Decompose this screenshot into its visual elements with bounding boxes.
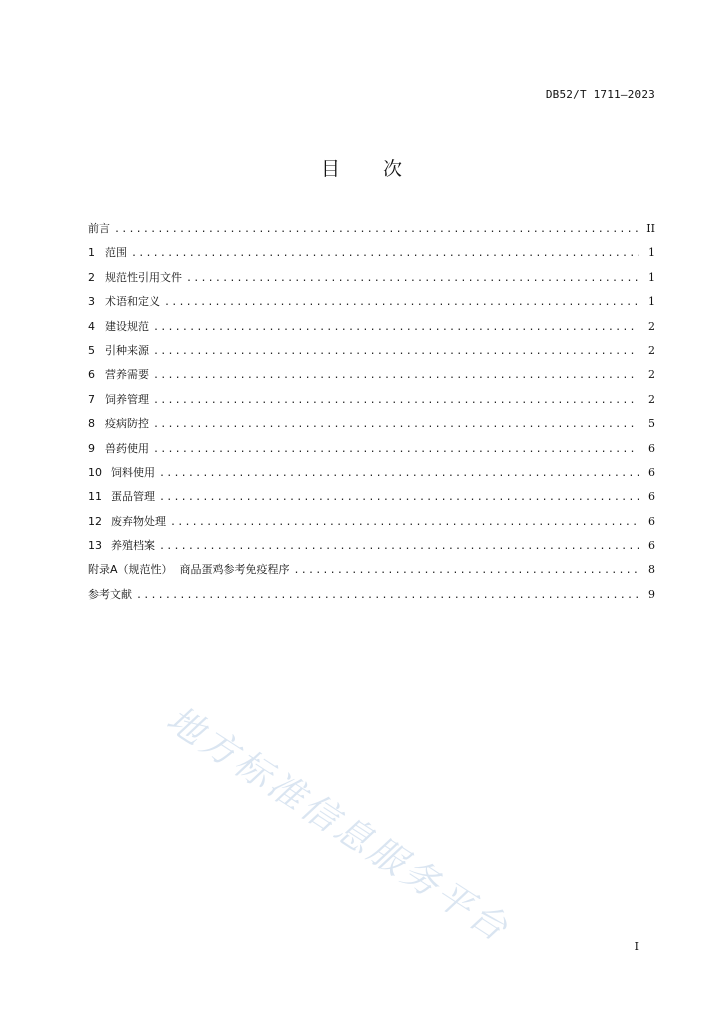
toc-entry-page: 6 (648, 490, 655, 504)
toc-entry-number: 8 (88, 417, 95, 431)
toc-entry-number: 5 (88, 343, 95, 357)
toc-entry[interactable] (88, 315, 655, 339)
toc-entry-label: 参考文献 (88, 587, 132, 601)
toc-leader-dots (131, 242, 639, 266)
toc-entry-label: 饲料使用 (111, 465, 155, 479)
toc-entry[interactable] (88, 412, 655, 436)
toc-leader-dots (153, 389, 639, 413)
toc-entry[interactable] (88, 485, 655, 509)
toc-leader-dots (170, 511, 639, 535)
toc-entry-page: 2 (648, 319, 655, 333)
toc-entry[interactable] (88, 558, 655, 582)
toc-entry-page: 5 (648, 417, 655, 431)
toc-leader-dots (114, 218, 639, 242)
toc-entry[interactable] (88, 437, 655, 461)
toc-entry-page: 8 (648, 563, 655, 577)
toc-entry-number: 9 (88, 441, 95, 455)
toc-entry-page: 2 (648, 392, 655, 406)
toc-entry-label: 范围 (105, 246, 127, 260)
toc-entry-label: 规范性引用文件 (105, 270, 182, 284)
toc-entry-label: 兽药使用 (105, 441, 149, 455)
toc-entry[interactable] (88, 461, 655, 485)
toc-entry-label: 养殖档案 (111, 539, 155, 553)
toc-entry[interactable] (88, 290, 655, 314)
table-of-contents (88, 217, 655, 607)
toc-entry[interactable] (88, 510, 655, 534)
toc-entry-label: 建设规范 (105, 319, 149, 333)
standard-code: DB52/T 1711—2023 (545, 88, 655, 101)
toc-entry-label: 附录A（规范性） 商品蛋鸡参考免疫程序 (88, 563, 290, 577)
toc-entry[interactable] (88, 363, 655, 387)
toc-entry-label: 疫病防控 (105, 417, 149, 431)
toc-entry-page: II (646, 222, 655, 235)
watermark-text: 地方标准信息服务平台 (159, 698, 518, 952)
page-title (0, 154, 724, 181)
toc-entry-number: 11 (88, 490, 102, 504)
toc-entry-page: 6 (648, 539, 655, 553)
toc-entry-page: 2 (648, 343, 655, 357)
toc-entry-number: 4 (88, 319, 95, 333)
toc-entry[interactable] (88, 583, 655, 607)
title-part-1: 目 (320, 158, 341, 180)
footer-page-number: I (634, 940, 639, 953)
toc-entry-number: 13 (88, 539, 102, 553)
toc-entry-label: 饲养管理 (105, 392, 149, 406)
toc-entry-page: 6 (648, 514, 655, 528)
toc-leader-dots (164, 291, 639, 315)
toc-leader-dots (136, 584, 639, 608)
toc-leader-dots (186, 267, 639, 291)
toc-leader-dots (159, 535, 639, 559)
toc-entry-page: 9 (648, 587, 655, 601)
toc-leader-dots (153, 340, 639, 364)
toc-leader-dots (153, 413, 639, 437)
toc-leader-dots (153, 364, 639, 388)
toc-leader-dots (159, 462, 639, 486)
toc-entry-number: 7 (88, 392, 95, 406)
toc-entry-label: 术语和定义 (105, 295, 160, 309)
toc-leader-dots (159, 486, 639, 510)
toc-entry[interactable] (88, 241, 655, 265)
toc-entry-page: 2 (648, 368, 655, 382)
toc-leader-dots (153, 316, 639, 340)
toc-entry-number: 2 (88, 270, 95, 284)
toc-entry-label: 营养需要 (105, 368, 149, 382)
toc-entry-page: 1 (648, 295, 655, 309)
toc-entry[interactable] (88, 217, 655, 241)
title-part-2: 次 (383, 158, 404, 180)
toc-entry-number: 6 (88, 368, 95, 382)
toc-leader-dots (294, 559, 639, 583)
toc-entry-label: 废弃物处理 (111, 514, 166, 528)
toc-leader-dots (153, 438, 639, 462)
toc-entry-number: 10 (88, 465, 102, 479)
toc-entry-number: 1 (88, 246, 95, 260)
toc-entry-number: 12 (88, 514, 102, 528)
toc-entry[interactable] (88, 266, 655, 290)
toc-entry-page: 6 (648, 465, 655, 479)
toc-entry-page: 1 (648, 246, 655, 260)
toc-entry[interactable] (88, 339, 655, 363)
toc-entry-page: 6 (648, 441, 655, 455)
toc-entry-page: 1 (648, 270, 655, 284)
toc-entry-label: 蛋品管理 (111, 490, 155, 504)
toc-entry[interactable] (88, 388, 655, 412)
toc-entry-label: 前言 (88, 222, 110, 235)
toc-entry-number: 3 (88, 295, 95, 309)
toc-entry-label: 引种来源 (105, 343, 149, 357)
toc-entry[interactable] (88, 534, 655, 558)
